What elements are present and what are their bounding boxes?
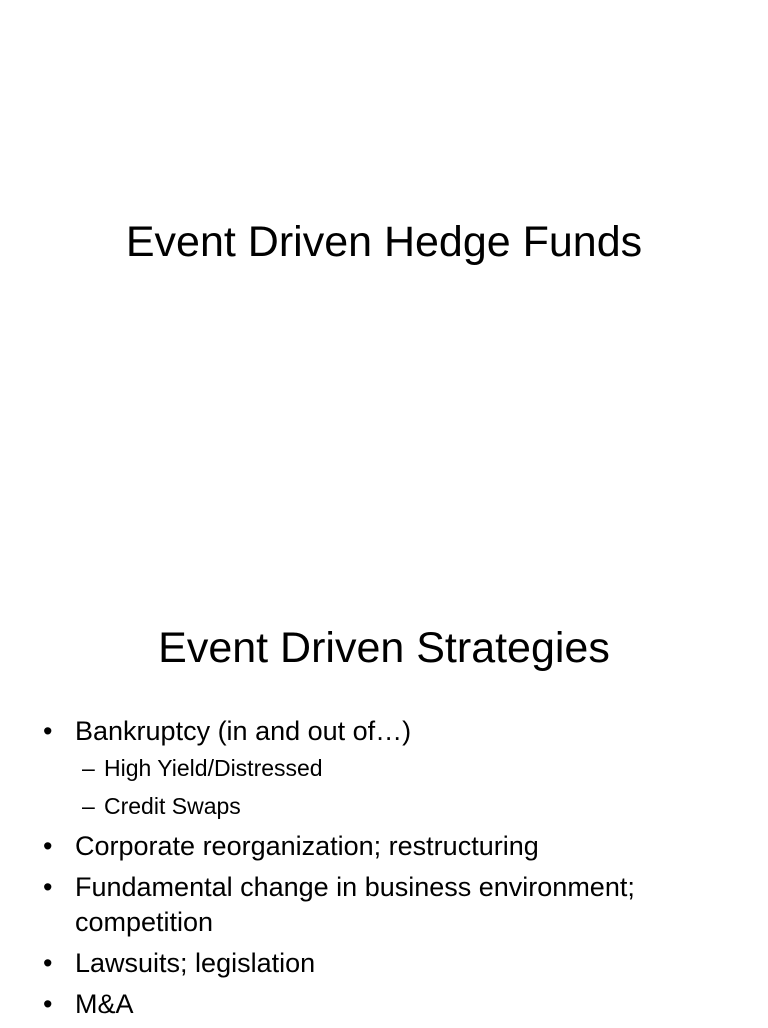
- slide-strategies: [0, 576, 768, 1024]
- bullet-text: Bankruptcy (in and out of…): [75, 716, 412, 746]
- bullet-item: [0, 987, 768, 1022]
- dash-icon: –: [82, 793, 95, 819]
- slide-title: Event Driven Strategies: [158, 624, 610, 672]
- bullet-text: Fundamental change in business environment; competition: [75, 872, 635, 937]
- bullet-icon: •: [43, 948, 53, 978]
- bullet-item: [0, 829, 768, 864]
- bullet-icon: •: [43, 872, 53, 902]
- sub-bullet-list: [75, 751, 728, 823]
- sub-bullet-text: High Yield/Distressed: [104, 755, 323, 781]
- bullet-text: M&A: [75, 989, 134, 1019]
- sub-bullet-item: [70, 789, 728, 823]
- bullet-list: [0, 714, 768, 1028]
- bullet-icon: •: [43, 831, 53, 861]
- bullet-item: [0, 714, 768, 823]
- sub-bullet-item: [70, 751, 728, 785]
- dash-icon: –: [82, 755, 95, 781]
- slide-title: Event Driven Hedge Funds: [125, 218, 643, 266]
- bullet-icon: •: [43, 716, 53, 746]
- bullet-item: [0, 870, 768, 940]
- bullet-text: Lawsuits; legislation: [75, 948, 316, 978]
- bullet-text: Corporate reorganization; restructuring: [75, 831, 539, 861]
- bullet-icon: •: [43, 989, 53, 1019]
- bullet-item: [0, 946, 768, 981]
- sub-bullet-text: Credit Swaps: [104, 793, 241, 819]
